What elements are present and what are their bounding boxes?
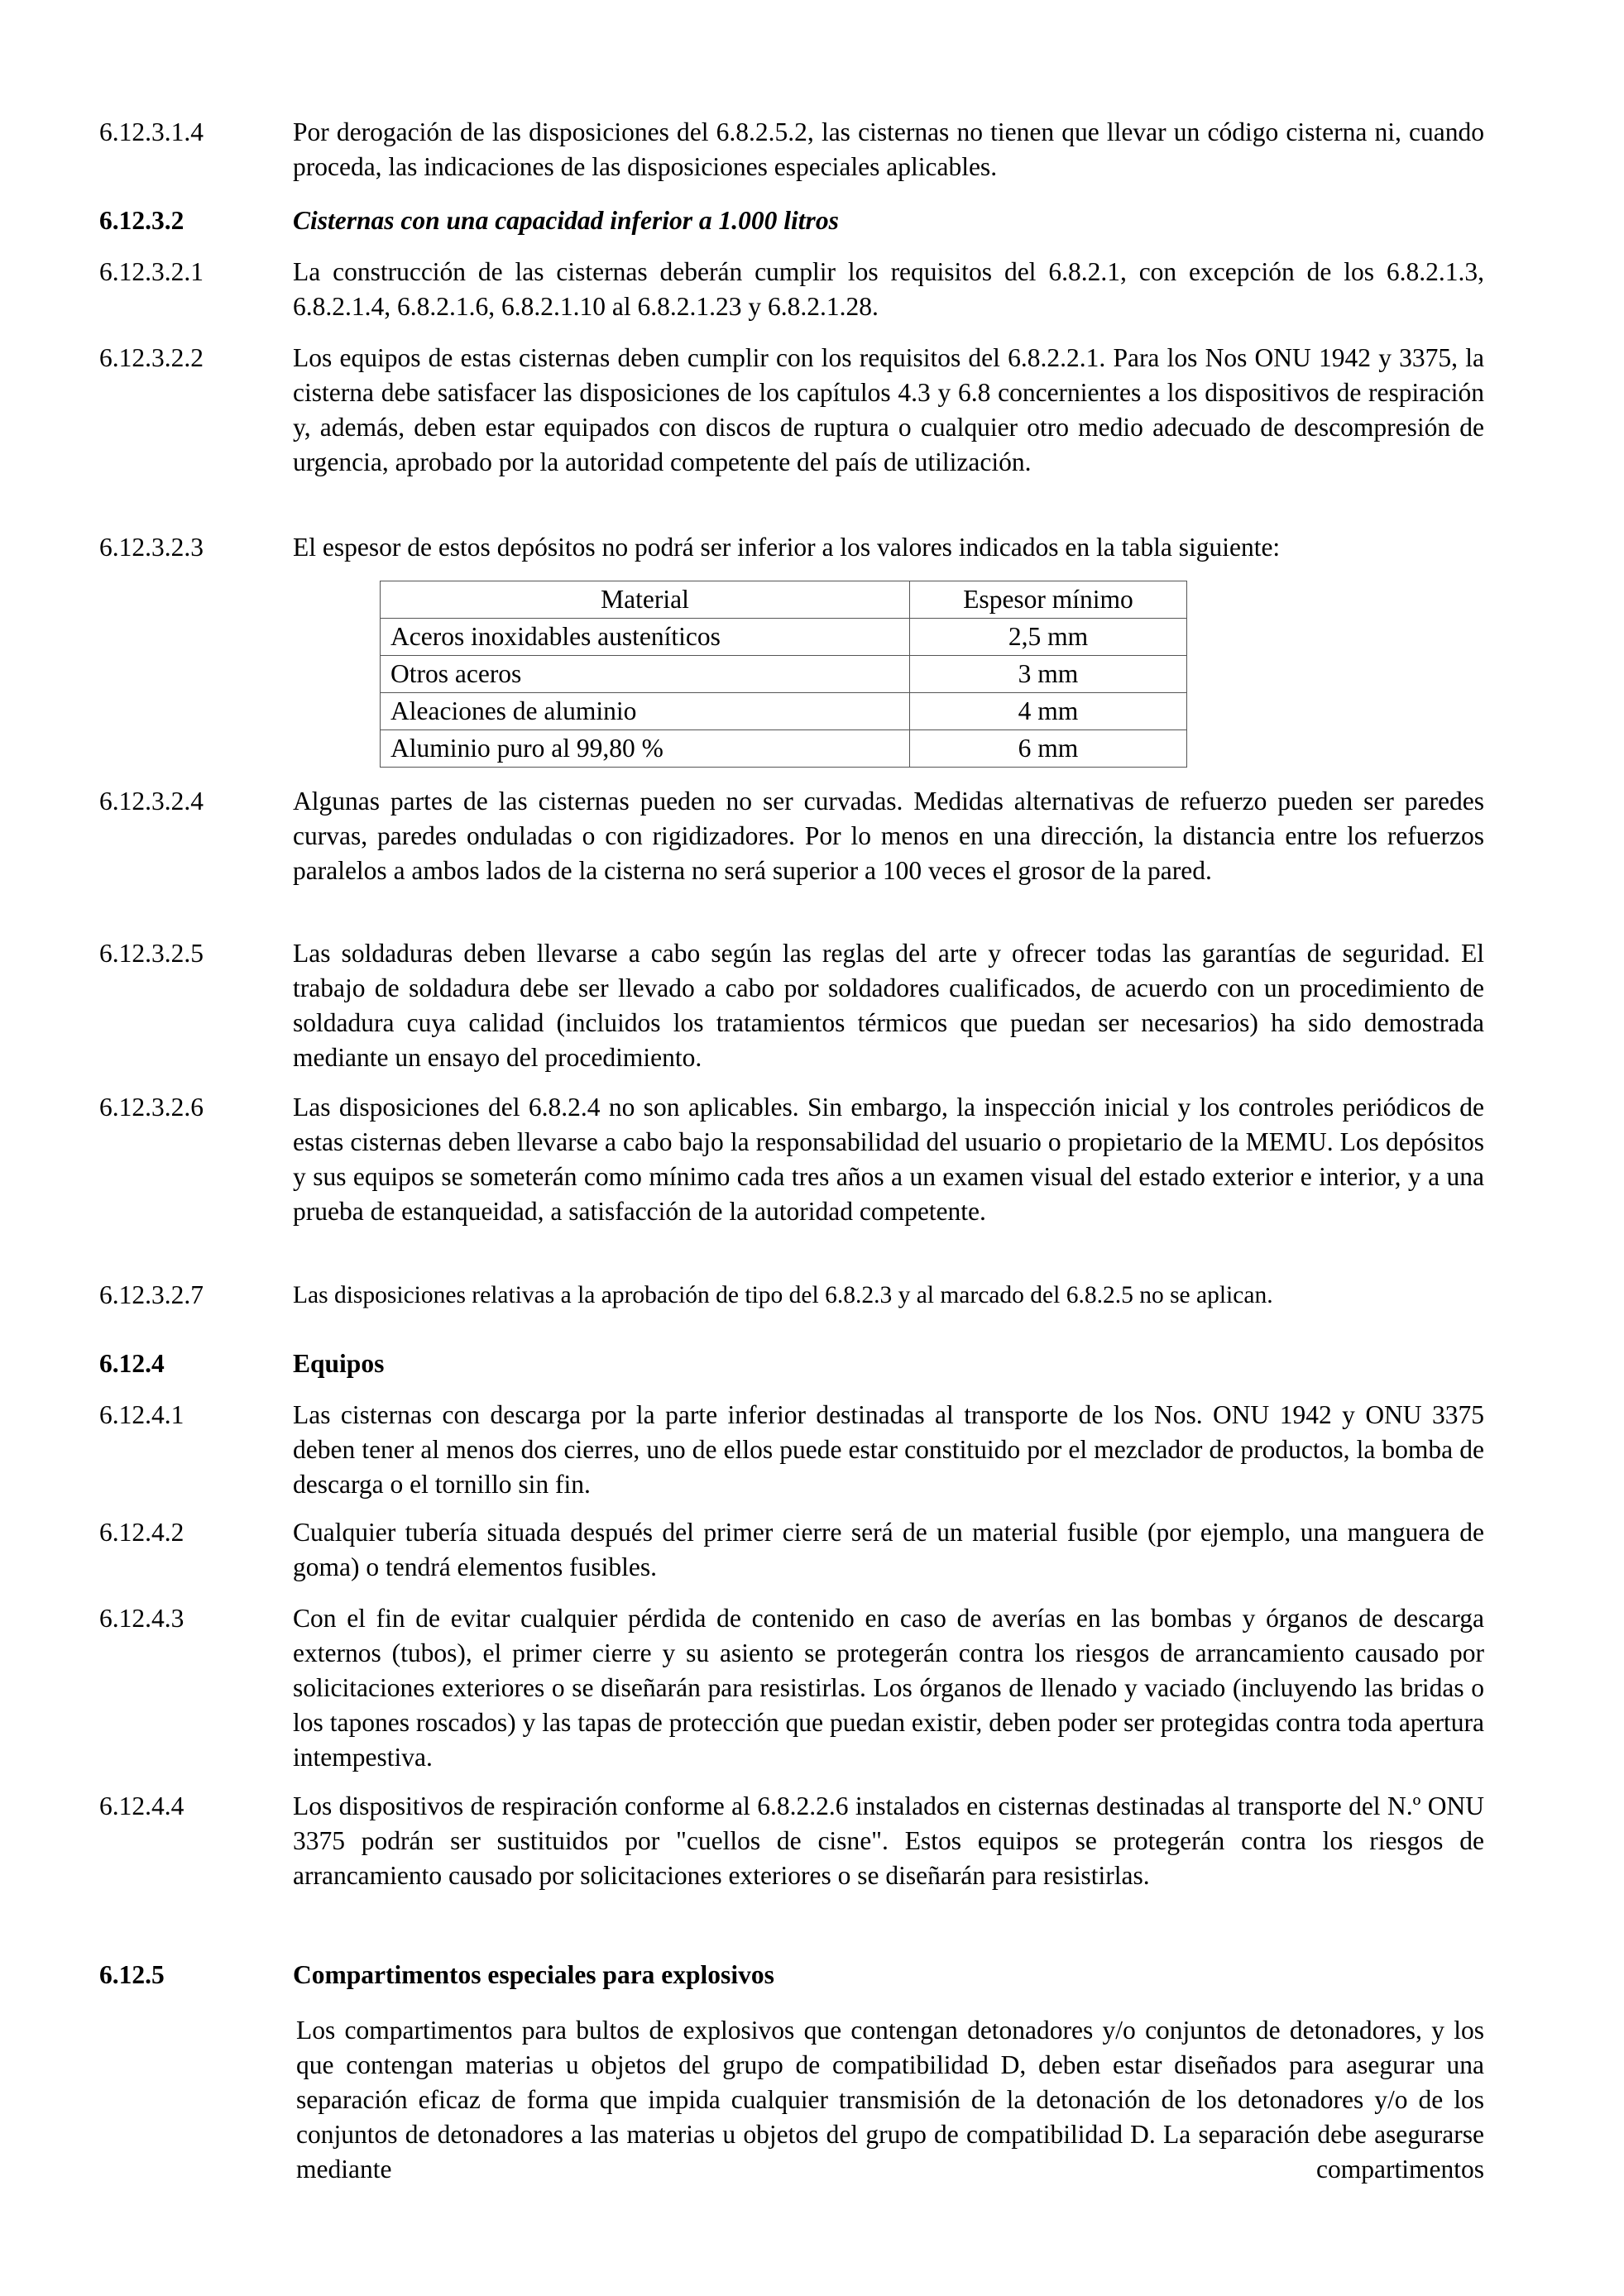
paragraph-6-12-3-2-7	[99, 1278, 1484, 1313]
table-cell: 3 mm	[910, 656, 1187, 693]
paragraph-6-12-4-1	[99, 1398, 1484, 1502]
paragraph-number: 6.12.3.1.4	[99, 117, 204, 146]
paragraph-text: Las soldaduras deben llevarse a cabo según las reglas del arte y ofrecer todas las garantías de seguridad. El trabajo de soldadura debe ser llevado a cabo por soldadores cualificados, de acuerdo con un procedimiento de soldadura cuya calidad (incluidos los tratamientos térmicos que puedan ser necesarios) ha sido demostrada mediante un ensayo del procedimiento.	[293, 939, 1484, 1072]
paragraph-number: 6.12.3.2.1	[99, 257, 204, 286]
table-cell: Aluminio puro al 99,80 %	[381, 730, 910, 768]
heading-title: Equipos	[293, 1349, 385, 1378]
paragraph-text: Las cisternas con descarga por la parte inferior destinadas al transporte de los Nos. ONU 1942 y ONU 3375 deben tener al menos dos cierres, uno de ellos puede estar constituido por el mezclador de productos, la bomba de descarga o el tornillo sin fin.	[293, 1400, 1484, 1499]
paragraph-number: 6.12.3.2.3	[99, 533, 204, 562]
table-cell: Aceros inoxidables austeníticos	[381, 619, 910, 656]
paragraph-6-12-3-2-3	[99, 530, 1484, 565]
paragraph-6-12-4-3	[99, 1601, 1484, 1775]
paragraph-number: 6.12.3.2.2	[99, 343, 204, 372]
paragraph-6-12-3-2-4	[99, 784, 1484, 888]
table-cell: Otros aceros	[381, 656, 910, 693]
paragraph-text: Los equipos de estas cisternas deben cumplir con los requisitos del 6.8.2.2.1. Para los Nos ONU 1942 y 3375, la cisterna debe satisfacer las disposiciones de los capítulos 4.3 y 6.8 concernientes a los dispositivos de respiración y, además, deben estar equipados con discos de ruptura o cualquier otro medio adecuado de descompresión de urgencia, aprobado por la autoridad competente del país de utilización.	[293, 343, 1484, 476]
heading-number: 6.12.5	[99, 1960, 165, 1989]
table-cell: 4 mm	[910, 693, 1187, 730]
paragraph-number: 6.12.4.1	[99, 1400, 184, 1429]
paragraph-6-12-3-2-1	[99, 255, 1484, 324]
paragraph-number: 6.12.4.2	[99, 1518, 184, 1547]
paragraph-number: 6.12.3.2.6	[99, 1093, 204, 1122]
paragraph-number: 6.12.3.2.5	[99, 939, 204, 968]
table-header-cell: Espesor mínimo	[910, 581, 1187, 619]
paragraph-text: Cualquier tubería situada después del primer cierre será de un material fusible (por ejemplo, una manguera de goma) o tendrá elementos fusibles.	[293, 1518, 1484, 1581]
paragraph-number: 6.12.3.2.4	[99, 787, 204, 816]
paragraph-number: 6.12.4.3	[99, 1604, 184, 1633]
paragraph-text: Las disposiciones relativas a la aprobación de tipo del 6.8.2.3 y al marcado del 6.8.2.5 no se aplican.	[293, 1282, 1273, 1308]
paragraph-6-12-4-2	[99, 1515, 1484, 1585]
paragraph-6-12-3-2-6	[99, 1090, 1484, 1229]
heading-number: 6.12.3.2	[99, 206, 184, 235]
table-header-cell: Material	[381, 581, 910, 619]
paragraph-text: Los compartimentos para bultos de explosivos que contengan detonadores y/o conjuntos de detonadores, y los que contengan materias u objetos del grupo de compatibilidad D, deben estar diseñados para asegurar una separación eficaz de forma que impida cualquier transmisión de la detonación de los detonadores y/o de los conjuntos de detonadores a las materias u objetos del grupo de compatibilidad D. La separación debe asegurarse mediante compartimentos	[296, 2016, 1484, 2184]
table-cell: 2,5 mm	[910, 619, 1187, 656]
paragraph-6-12-5-text	[99, 2013, 1484, 2187]
paragraph-number: 6.12.3.2.7	[99, 1280, 204, 1309]
table-header-row	[381, 581, 1187, 619]
table-row	[381, 730, 1187, 768]
thickness-table	[380, 581, 1187, 768]
table-row	[381, 693, 1187, 730]
heading-title: Compartimentos especiales para explosivos	[293, 1960, 774, 1989]
table-cell: 6 mm	[910, 730, 1187, 768]
paragraph-6-12-3-1-4	[99, 115, 1484, 184]
paragraph-text: Los dispositivos de respiración conforme al 6.8.2.2.6 instalados en cisternas destinadas al transporte del N.º ONU 3375 podrán ser sustituidos por "cuellos de cisne". Estos equipos se protegerán contra los riesgos de arrancamiento causado por solicitaciones exteriores o se diseñarán para resistirlas.	[293, 1791, 1484, 1890]
paragraph-6-12-4-4	[99, 1789, 1484, 1893]
table-row	[381, 656, 1187, 693]
paragraph-text: Con el fin de evitar cualquier pérdida de contenido en caso de averías en las bombas y órganos de descarga externos (tubos), el primer cierre y su asiento se protegerán contra los riesgos de arrancamiento causado por solicitaciones exteriores o se diseñarán para resistirlas. Los órganos de llenado y vaciado (incluyendo las bridas o los tapones roscados) y las tapas de protección que puedan existir, deben poder ser protegidas contra toda apertura intempestiva.	[293, 1604, 1484, 1772]
paragraph-text: El espesor de estos depósitos no podrá ser inferior a los valores indicados en la tabla siguiente:	[293, 533, 1281, 562]
heading-number: 6.12.4	[99, 1349, 165, 1378]
heading-6-12-4	[99, 1347, 1484, 1381]
heading-6-12-3-2	[99, 203, 1484, 238]
heading-title: Cisternas con una capacidad inferior a 1.000 litros	[293, 206, 839, 235]
table-row	[381, 619, 1187, 656]
paragraph-text: La construcción de las cisternas deberán cumplir los requisitos del 6.8.2.1, con excepción de los 6.8.2.1.3, 6.8.2.1.4, 6.8.2.1.6, 6.8.2.1.10 al 6.8.2.1.23 y 6.8.2.1.28.	[293, 257, 1484, 321]
paragraph-number: 6.12.4.4	[99, 1791, 184, 1820]
heading-6-12-5	[99, 1958, 1484, 1992]
paragraph-text: Las disposiciones del 6.8.2.4 no son aplicables. Sin embargo, la inspección inicial y los controles periódicos de estas cisternas deben llevarse a cabo bajo la responsabilidad del usuario o propietario de la MEMU. Los depósitos y sus equipos se someterán como mínimo cada tres años a un examen visual del estado exterior e interior, y a una prueba de estanqueidad, a satisfacción de la autoridad competente.	[293, 1093, 1484, 1226]
table-cell: Aleaciones de aluminio	[381, 693, 910, 730]
paragraph-6-12-3-2-2	[99, 341, 1484, 480]
paragraph-text: Por derogación de las disposiciones del 6.8.2.5.2, las cisternas no tienen que llevar un código cisterna ni, cuando proceda, las indicaciones de las disposiciones especiales aplicables.	[293, 117, 1484, 181]
paragraph-text: Algunas partes de las cisternas pueden no ser curvadas. Medidas alternativas de refuerzo pueden ser paredes curvas, paredes onduladas o con rigidizadores. Por lo menos en una dirección, la distancia entre los refuerzos paralelos a ambos lados de la cisterna no será superior a 100 veces el grosor de la pared.	[293, 787, 1484, 885]
paragraph-6-12-3-2-5	[99, 936, 1484, 1075]
